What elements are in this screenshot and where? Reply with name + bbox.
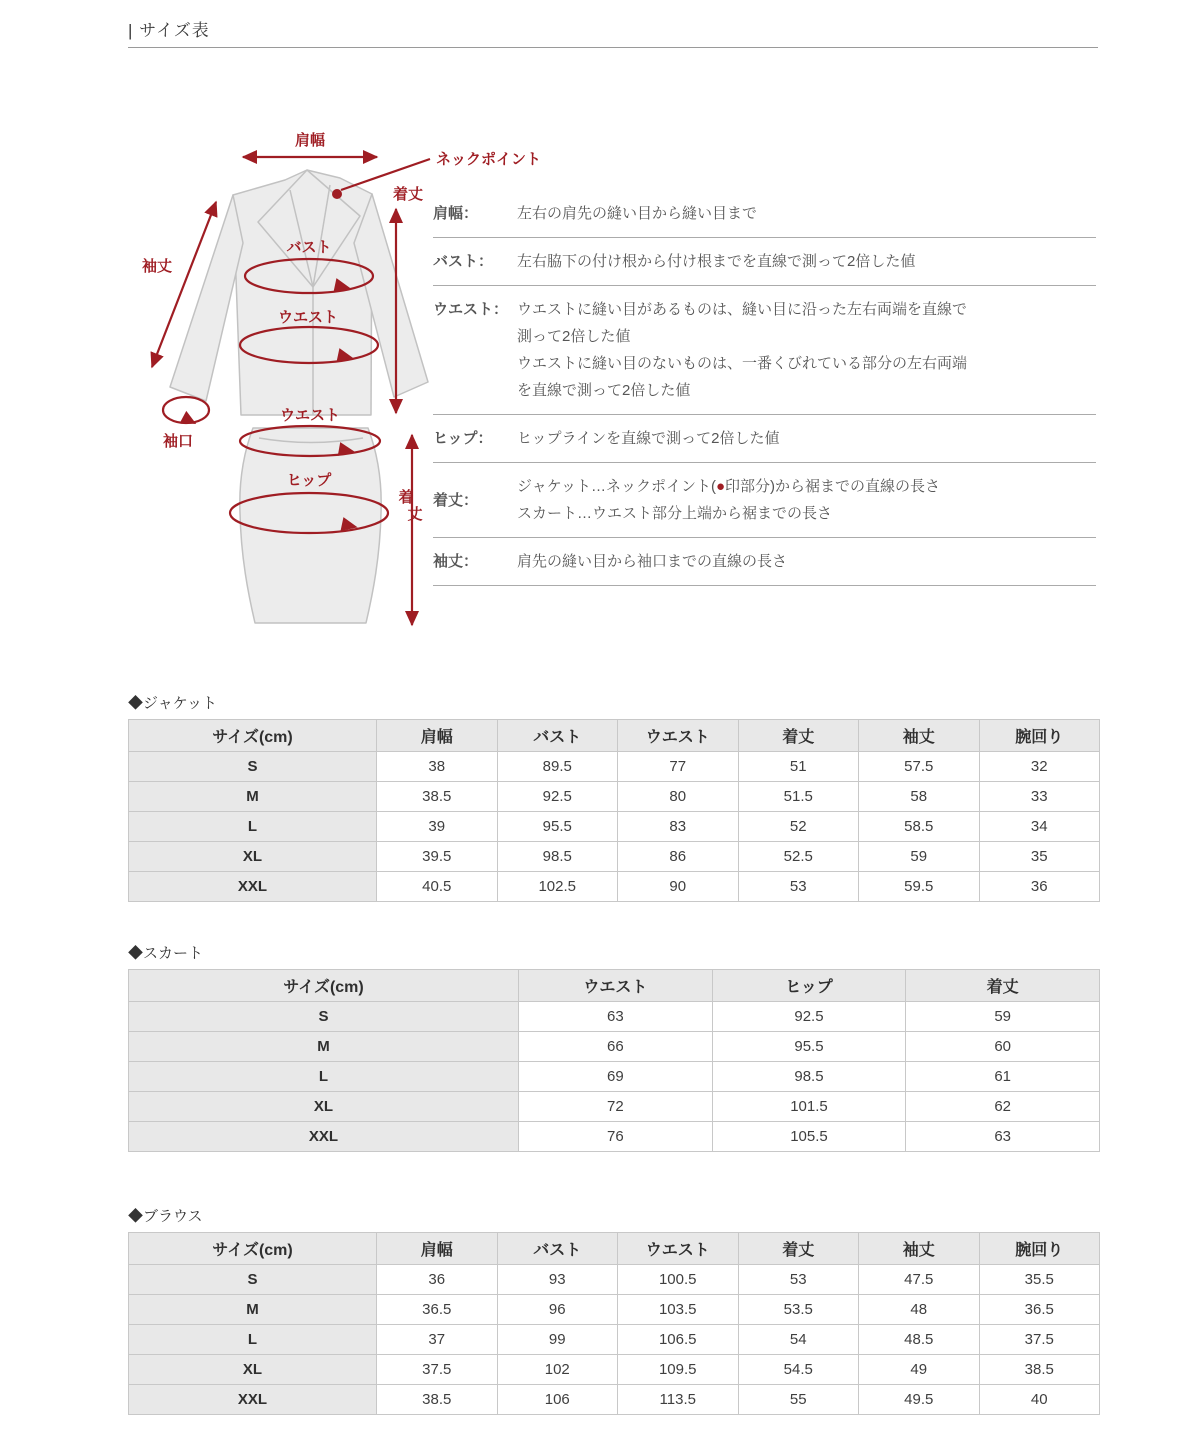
definition-line: 左右脇下の付け根から付け根までを直線で測って2倍した値: [517, 253, 916, 270]
definition-row-shoulder: [433, 190, 1096, 238]
size-label: L: [129, 812, 377, 842]
measurement-cell: 36: [377, 1265, 498, 1295]
measurement-cell: 77: [618, 752, 739, 782]
measurement-cell: 54: [738, 1325, 859, 1355]
measurement-cell: 51.5: [738, 782, 859, 812]
blouse-size-table: [128, 1232, 1100, 1415]
measurement-cell: 69: [519, 1062, 713, 1092]
definition-line: ウエストに縫い目のないものは、一番くびれている部分の左右両端: [517, 355, 968, 372]
measurement-cell: 53: [738, 872, 859, 902]
size-label: M: [129, 782, 377, 812]
measurement-cell: 48: [859, 1295, 980, 1325]
jacket-section-label: ◆ジャケット: [128, 695, 217, 712]
column-header: 着丈: [738, 1233, 859, 1265]
column-header: 腕回り: [979, 720, 1100, 752]
size-label: M: [129, 1295, 377, 1325]
definition-line: 測って2倍した値: [517, 328, 631, 345]
header-row: [129, 970, 1100, 1002]
measurement-cell: 40: [979, 1385, 1100, 1415]
cuff-label: 袖口: [162, 433, 194, 450]
bust-label: バスト: [286, 239, 332, 256]
measurement-cell: 57.5: [859, 752, 980, 782]
size-label: XXL: [129, 1385, 377, 1415]
definition-description: [517, 248, 1096, 275]
hip-label: ヒップ: [286, 472, 332, 489]
skirt-length-label-char2: 丈: [407, 506, 423, 523]
measurement-cell: 83: [618, 812, 739, 842]
measurement-cell: 34: [979, 812, 1100, 842]
skirt-section-label: ◆スカート: [128, 945, 204, 962]
measurement-cell: 109.5: [618, 1355, 739, 1385]
definition-line: ヒップラインを直線で測って2倍した値: [517, 430, 780, 447]
jacket-length-label: 着丈: [393, 186, 424, 203]
column-header: サイズ(cm): [129, 970, 519, 1002]
table-row: [129, 1325, 1100, 1355]
definition-line: [517, 473, 1096, 500]
definition-description: [517, 425, 1096, 452]
definition-line: ウエストに縫い目があるものは、縫い目に沿った左右両端を直線で: [517, 301, 968, 318]
size-label: M: [129, 1032, 519, 1062]
measurement-cell: 93: [497, 1265, 618, 1295]
column-header: ウエスト: [618, 720, 739, 752]
measurement-cell: 98.5: [497, 842, 618, 872]
table-row: [129, 752, 1100, 782]
table-row: [129, 842, 1100, 872]
column-header: バスト: [497, 720, 618, 752]
skirt-illustration: [240, 428, 381, 623]
table-row: [129, 1355, 1100, 1385]
definition-term: 肩幅：: [433, 205, 479, 222]
table-row: [129, 872, 1100, 902]
table-head: [129, 720, 1100, 752]
definition-description: [517, 548, 1096, 575]
definition-line-part: ジャケット…ネックポイント(: [517, 478, 716, 495]
measurement-cell: 52: [738, 812, 859, 842]
definition-line-part: 印部分)から裾までの直線の長さ: [725, 478, 941, 495]
definition-term: ヒップ：: [433, 430, 493, 447]
measurement-cell: 100.5: [618, 1265, 739, 1295]
measurement-cell: 40.5: [377, 872, 498, 902]
column-header: 袖丈: [859, 1233, 980, 1265]
sleeve-length-label: 袖丈: [141, 258, 173, 275]
measurement-cell: 99: [497, 1325, 618, 1355]
measurement-cell: 59: [906, 1002, 1100, 1032]
blouse-size-section: [128, 1205, 1100, 1415]
shoulder-width-label: 肩幅: [294, 132, 326, 149]
table-body: [129, 1265, 1100, 1415]
definition-description: [517, 296, 1096, 404]
definition-line: 左右の肩先の縫い目から縫い目まで: [517, 205, 758, 222]
table-row: [129, 1002, 1100, 1032]
measurement-cell: 102: [497, 1355, 618, 1385]
measurement-cell: 98.5: [712, 1062, 906, 1092]
measurement-cell: 33: [979, 782, 1100, 812]
measurement-cell: 63: [519, 1002, 713, 1032]
measurement-cell: 59.5: [859, 872, 980, 902]
definition-row-sleeve: [433, 538, 1096, 586]
table-row: [129, 1032, 1100, 1062]
measurement-cell: 106: [497, 1385, 618, 1415]
measurement-cell: 92.5: [497, 782, 618, 812]
measurement-cell: 72: [519, 1092, 713, 1122]
measurement-cell: 105.5: [712, 1122, 906, 1152]
measurement-cell: 62: [906, 1092, 1100, 1122]
measurement-cell: 38: [377, 752, 498, 782]
table-row: [129, 1092, 1100, 1122]
size-label: L: [129, 1062, 519, 1092]
skirt-size-section: [128, 942, 1100, 1152]
table-row: [129, 1062, 1100, 1092]
neck-point-dot: [332, 189, 342, 199]
page-title: | サイズ表: [128, 21, 210, 40]
column-header: サイズ(cm): [129, 1233, 377, 1265]
measurement-cell: 102.5: [497, 872, 618, 902]
definition-description: [517, 473, 1096, 527]
measurement-cell: 61: [906, 1062, 1100, 1092]
definition-line: を直線で測って2倍した値: [517, 382, 691, 399]
measurement-cell: 80: [618, 782, 739, 812]
measurement-cell: 89.5: [497, 752, 618, 782]
measurement-cell: 76: [519, 1122, 713, 1152]
measurement-cell: 101.5: [712, 1092, 906, 1122]
measurement-cell: 38.5: [377, 782, 498, 812]
measurement-cell: 36: [979, 872, 1100, 902]
size-label: XL: [129, 1355, 377, 1385]
measurement-cell: 59: [859, 842, 980, 872]
definition-description: [517, 200, 1096, 227]
measurement-cell: 37.5: [979, 1325, 1100, 1355]
measurement-cell: 95.5: [497, 812, 618, 842]
neck-point-label: ネックポイント: [436, 151, 542, 168]
measurement-cell: 49.5: [859, 1385, 980, 1415]
measurement-cell: 60: [906, 1032, 1100, 1062]
size-label: S: [129, 1002, 519, 1032]
waist-jacket-label: ウエスト: [277, 309, 339, 326]
definition-row-bust: [433, 238, 1096, 286]
measurement-cell: 96: [497, 1295, 618, 1325]
definition-row-waist: [433, 286, 1096, 415]
measurement-cell: 51: [738, 752, 859, 782]
table-body: [129, 752, 1100, 902]
measurement-cell: 103.5: [618, 1295, 739, 1325]
measurement-cell: 37.5: [377, 1355, 498, 1385]
measurement-cell: 48.5: [859, 1325, 980, 1355]
measurement-cell: 36.5: [377, 1295, 498, 1325]
column-header: バスト: [497, 1233, 618, 1265]
measurement-cell: 32: [979, 752, 1100, 782]
jacket-size-section: [128, 692, 1100, 902]
definition-row-hip: [433, 415, 1096, 463]
measurement-cell: 58.5: [859, 812, 980, 842]
column-header: 肩幅: [377, 720, 498, 752]
table-body: [129, 1002, 1100, 1152]
measurement-cell: 36.5: [979, 1295, 1100, 1325]
measurement-cell: 90: [618, 872, 739, 902]
measurement-cell: 53.5: [738, 1295, 859, 1325]
skirt-length-label-char1: 着: [398, 489, 414, 506]
measurement-cell: 106.5: [618, 1325, 739, 1355]
measurement-cell: 38.5: [979, 1355, 1100, 1385]
measurement-cell: 66: [519, 1032, 713, 1062]
measurement-definitions: [433, 190, 1096, 586]
measurement-cell: 37: [377, 1325, 498, 1355]
neck-point-dot-glyph: ●: [715, 478, 726, 495]
definition-line: 肩先の縫い目から袖口までの直線の長さ: [517, 553, 788, 570]
column-header: ウエスト: [618, 1233, 739, 1265]
measurement-cell: 47.5: [859, 1265, 980, 1295]
definition-term: 袖丈：: [433, 553, 479, 570]
measurement-cell: 35.5: [979, 1265, 1100, 1295]
measurement-cell: 113.5: [618, 1385, 739, 1415]
table-head: [129, 1233, 1100, 1265]
table-head: [129, 970, 1100, 1002]
definition-term: ウエスト：: [433, 301, 509, 318]
waist-skirt-label: ウエスト: [279, 407, 341, 424]
definition-term: 着丈：: [433, 491, 479, 509]
size-label: S: [129, 752, 377, 782]
measurement-cell: 39.5: [377, 842, 498, 872]
title-divider: [128, 47, 1098, 48]
measurement-cell: 52.5: [738, 842, 859, 872]
definition-row-length: [433, 463, 1096, 538]
header-row: [129, 1233, 1100, 1265]
column-header: 着丈: [906, 970, 1100, 1002]
column-header: 袖丈: [859, 720, 980, 752]
column-header: 着丈: [738, 720, 859, 752]
column-header: 肩幅: [377, 1233, 498, 1265]
measurement-cell: 35: [979, 842, 1100, 872]
size-label: XXL: [129, 1122, 519, 1152]
skirt-size-table: [128, 969, 1100, 1152]
measurement-cell: 49: [859, 1355, 980, 1385]
column-header: サイズ(cm): [129, 720, 377, 752]
measurement-cell: 54.5: [738, 1355, 859, 1385]
measurement-cell: 63: [906, 1122, 1100, 1152]
measurement-cell: 38.5: [377, 1385, 498, 1415]
definition-term: バスト：: [433, 253, 494, 270]
table-row: [129, 1385, 1100, 1415]
size-label: L: [129, 1325, 377, 1355]
size-label: XXL: [129, 872, 377, 902]
size-label: XL: [129, 842, 377, 872]
header-row: [129, 720, 1100, 752]
table-row: [129, 782, 1100, 812]
measurement-cell: 95.5: [712, 1032, 906, 1062]
measurement-cell: 53: [738, 1265, 859, 1295]
measurement-cell: 55: [738, 1385, 859, 1415]
measurement-cell: 86: [618, 842, 739, 872]
measurement-cell: 58: [859, 782, 980, 812]
column-header: ウエスト: [519, 970, 713, 1002]
size-label: XL: [129, 1092, 519, 1122]
size-label: S: [129, 1265, 377, 1295]
column-header: 腕回り: [979, 1233, 1100, 1265]
jacket-size-table: [128, 719, 1100, 902]
measurement-cell: 92.5: [712, 1002, 906, 1032]
table-row: [129, 1122, 1100, 1152]
measurement-cell: 39: [377, 812, 498, 842]
column-header: ヒップ: [712, 970, 906, 1002]
blouse-section-label: ◆ブラウス: [128, 1208, 203, 1225]
definition-line: スカート…ウエスト部分上端から裾までの長さ: [517, 505, 833, 522]
table-row: [129, 812, 1100, 842]
table-row: [129, 1295, 1100, 1325]
table-row: [129, 1265, 1100, 1295]
